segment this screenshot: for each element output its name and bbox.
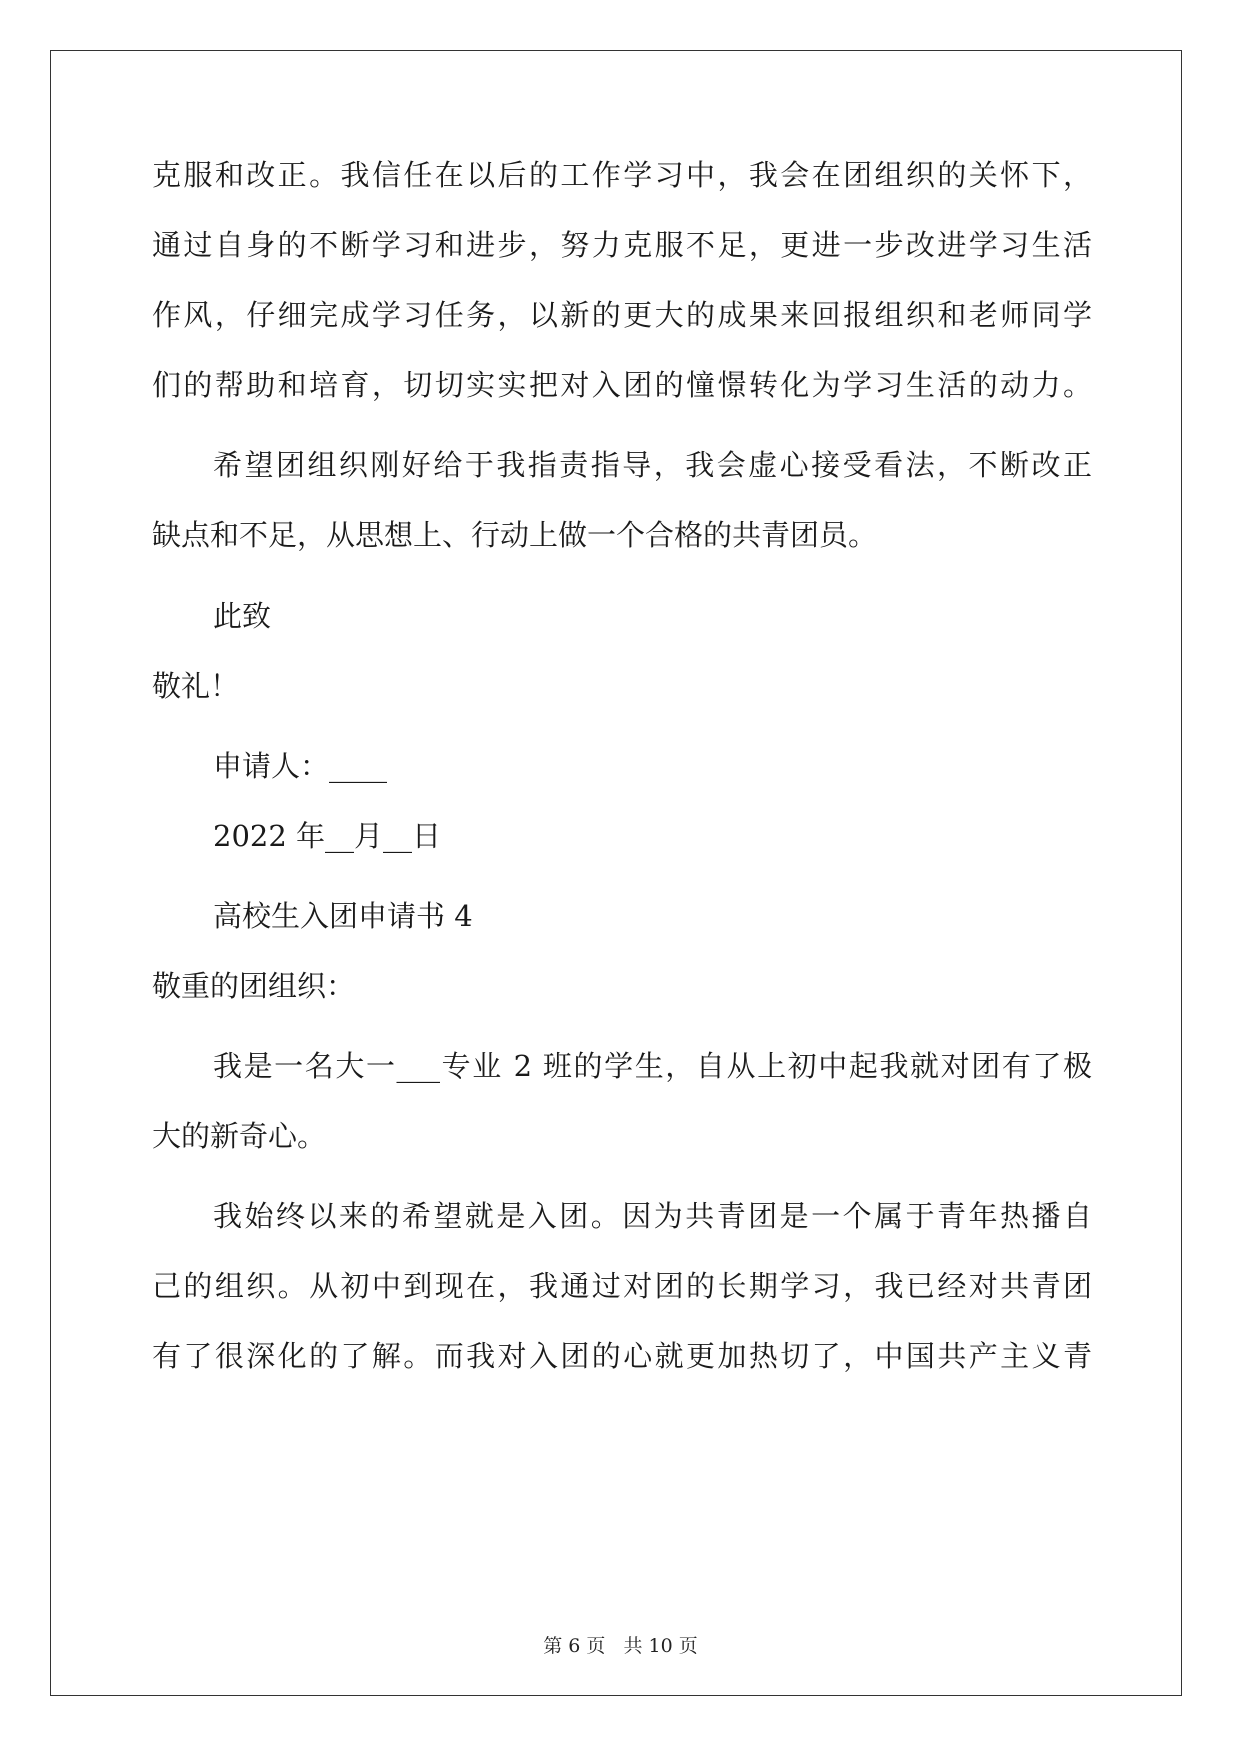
- body-line: 作风，仔细完成学习任务，以新的更大的成果来回报组织和老师同学: [152, 298, 1092, 332]
- greeting: 敬重的团组织：: [152, 969, 356, 1003]
- body-line: 们的帮助和培育，切切实实把对入团的憧憬转化为学习生活的动力。: [152, 368, 1092, 402]
- applicant-signature: 申请人：____: [213, 749, 388, 783]
- body-line: 希望团组织刚好给于我指责指导，我会虚心接受看法，不断改正: [213, 448, 1092, 482]
- body-line: 通过自身的不断学习和进步，努力克服不足，更进一步改进学习生活: [152, 228, 1092, 262]
- body-line: 大的新奇心。: [152, 1119, 327, 1153]
- body-line: 有了很深化的了解。而我对入团的心就更加热切了，中国共产主义青: [152, 1339, 1092, 1373]
- body-line: 缺点和不足，从思想上、行动上做一个合格的共青团员。: [152, 518, 878, 552]
- page-footer: [0, 1634, 1241, 1658]
- page-number: 第 6 页: [543, 1635, 606, 1657]
- body-line: 我始终以来的希望就是入团。因为共青团是一个属于青年热播自: [213, 1199, 1092, 1233]
- page-total: 共 10 页: [623, 1635, 698, 1657]
- section-title: 高校生入团申请书 4: [213, 899, 473, 933]
- closing-respects: 敬礼！: [152, 669, 240, 703]
- body-line: 克服和改正。我信任在以后的工作学习中，我会在团组织的关怀下，: [152, 158, 1092, 192]
- closing-salutation: 此致: [213, 599, 272, 633]
- body-line: 己的组织。从初中到现在，我通过对团的长期学习，我已经对共青团: [152, 1269, 1092, 1303]
- date-line: 2022 年__月__日: [213, 819, 442, 853]
- body-line: 我是一名大一___专业 2 班的学生，自从上初中起我就对团有了极: [213, 1049, 1092, 1083]
